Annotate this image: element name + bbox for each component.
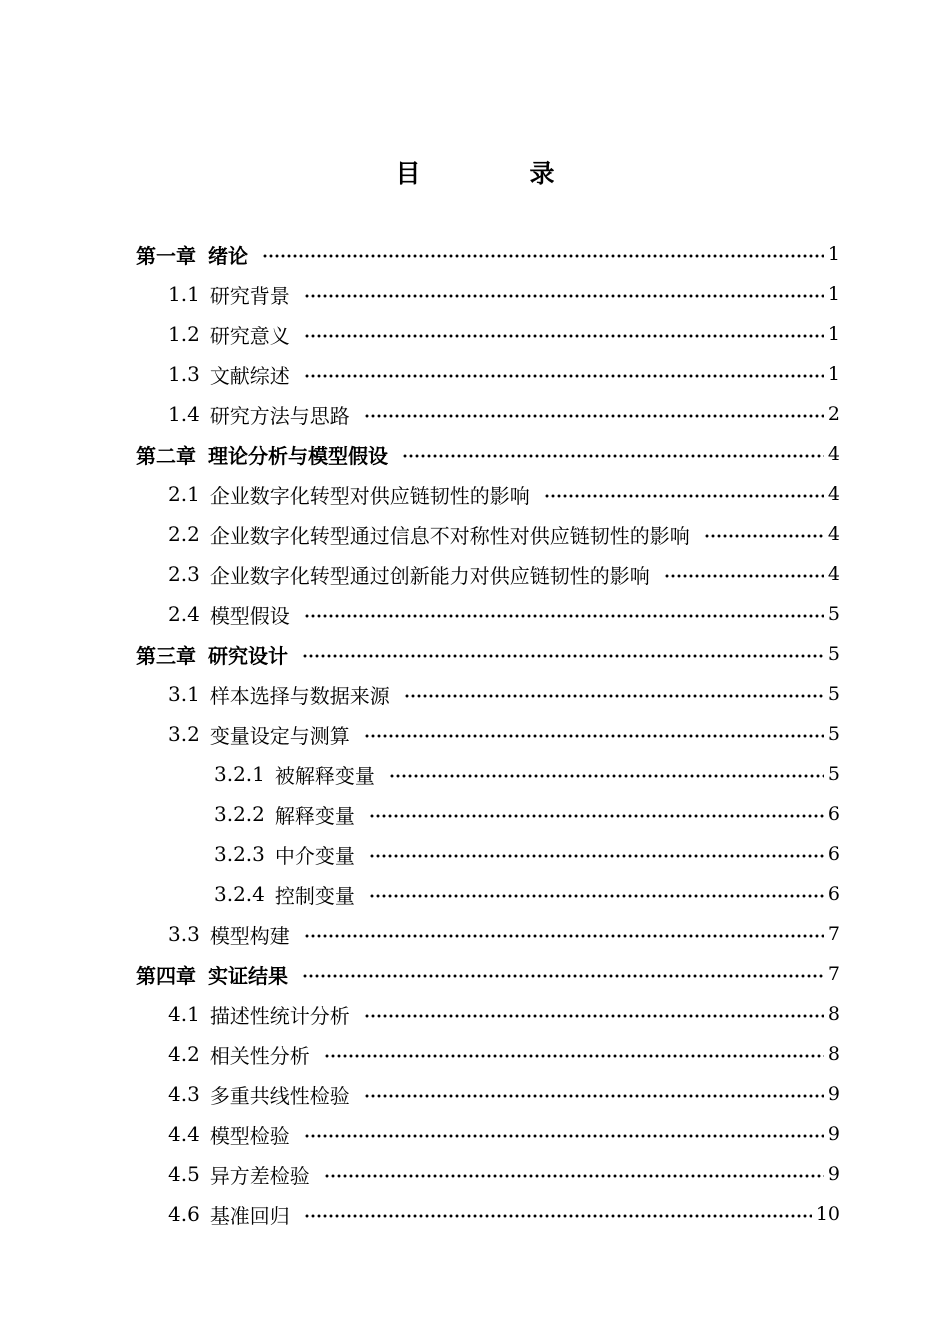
toc-entry-number: 第二章 [136,443,196,468]
toc-entry-page-number: 8 [827,1003,840,1025]
toc-entry[interactable] [168,1034,840,1074]
toc-dot-leader [324,1174,824,1178]
toc-entry-label: 企业数字化转型对供应链韧性的影响 [209,483,530,508]
toc-dot-leader [302,654,824,658]
toc-dot-leader [664,574,824,578]
toc-entry-number: 3.2.2 [214,802,265,826]
toc-dot-leader [364,414,824,418]
toc-entry-page-number: 6 [827,803,840,825]
toc-entry[interactable] [168,594,840,634]
toc-entry-label: 控制变量 [274,883,355,908]
toc-entry-page-number: 10 [815,1203,840,1225]
toc-dot-leader [389,774,824,778]
toc-entry-label: 基准回归 [209,1203,290,1228]
toc-chapter-entry[interactable] [136,234,840,274]
toc-entry-label: 解释变量 [274,803,355,828]
toc-entry-label: 中介变量 [274,843,355,868]
toc-dot-leader [262,254,824,258]
toc-entry-page-number: 5 [827,683,840,705]
toc-entry-number: 1.4 [168,402,200,426]
toc-entry-page-number: 5 [827,763,840,785]
toc-entry-number: 3.2.3 [214,842,265,866]
toc-entry-page-number: 1 [827,323,840,345]
toc-entry[interactable] [214,754,840,794]
toc-entry-number: 1.3 [168,362,200,386]
toc-entry-label: 多重共线性检验 [209,1083,350,1108]
toc-entry[interactable] [168,994,840,1034]
toc-entry[interactable] [214,874,840,914]
toc-chapter-entry[interactable] [136,954,840,994]
toc-entry-label: 理论分析与模型假设 [208,443,388,468]
toc-dot-leader [704,534,824,538]
toc-dot-leader [324,1054,824,1058]
toc-entry-number: 第一章 [136,243,196,268]
toc-entry-number: 4.6 [168,1202,200,1226]
toc-dot-leader [404,694,824,698]
toc-entry-label: 被解释变量 [274,763,375,788]
toc-dot-leader [364,734,824,738]
toc-entry-label: 变量设定与测算 [209,723,350,748]
toc-entry-label: 相关性分析 [209,1043,310,1068]
toc-entry[interactable] [168,514,840,554]
toc-dot-leader [544,494,824,498]
toc-entry-number: 第四章 [136,963,196,988]
toc-entry-page-number: 9 [827,1123,840,1145]
toc-dot-leader [304,934,824,938]
toc-entry[interactable] [168,1194,840,1234]
toc-entry-number: 2.2 [168,522,200,546]
toc-entry-label: 企业数字化转型通过信息不对称性对供应链韧性的影响 [209,523,690,548]
toc-entry-label: 研究设计 [208,643,288,668]
toc-dot-leader [304,614,824,618]
toc-entry-number: 2.1 [168,482,200,506]
toc-entry-number: 4.4 [168,1122,200,1146]
toc-entry-label: 研究方法与思路 [209,403,350,428]
toc-dot-leader [364,1014,824,1018]
toc-entry[interactable] [168,1154,840,1194]
toc-dot-leader [304,294,824,298]
toc-entry-label: 描述性统计分析 [209,1003,350,1028]
page-title: 目 录 [395,159,597,188]
toc-entry-label: 样本选择与数据来源 [209,683,390,708]
toc-entry-page-number: 2 [827,403,840,425]
toc-entry-page-number: 4 [827,563,840,585]
toc-entry[interactable] [168,714,840,754]
toc-entry-page-number: 4 [827,483,840,505]
toc-entry-page-number: 5 [827,723,840,745]
toc-entry[interactable] [168,1114,840,1154]
toc-entry-number: 3.2.1 [214,762,265,786]
toc-entry[interactable] [168,674,840,714]
toc-entry-label: 模型检验 [209,1123,290,1148]
toc-entry-number: 第三章 [136,643,196,668]
toc-entry-page-number: 7 [827,923,840,945]
toc-entry-page-number: 5 [827,643,840,665]
toc-dot-leader [304,1214,812,1218]
toc-chapter-entry[interactable] [136,634,840,674]
toc-entry-number: 4.1 [168,1002,200,1026]
toc-entry-label: 文献综述 [209,363,290,388]
toc-entry[interactable] [214,834,840,874]
toc-entry[interactable] [168,314,840,354]
toc-entry[interactable] [168,354,840,394]
toc-entry-label: 企业数字化转型通过创新能力对供应链韧性的影响 [209,563,650,588]
toc-entry-number: 4.5 [168,1162,200,1186]
toc-entry-label: 研究背景 [209,283,290,308]
toc-entry-page-number: 9 [827,1163,840,1185]
toc-entry-page-number: 4 [827,523,840,545]
toc-dot-leader [369,894,824,898]
toc-entry-page-number: 5 [827,603,840,625]
toc-entry-number: 4.2 [168,1042,200,1066]
toc-entry-page-number: 8 [827,1043,840,1065]
toc-entry-label: 异方差检验 [209,1163,310,1188]
toc-entry-page-number: 1 [827,243,840,265]
toc-entry-label: 模型构建 [209,923,290,948]
toc-dot-leader [364,1094,824,1098]
toc-entry-page-number: 6 [827,883,840,905]
toc-entry-number: 1.2 [168,322,200,346]
toc-dot-leader [369,814,824,818]
toc-dot-leader [304,374,824,378]
toc-entry-label: 绪论 [208,243,248,268]
toc-entry[interactable] [168,394,840,434]
toc-dot-leader [304,334,824,338]
toc-entry[interactable] [168,274,840,314]
toc-entry-page-number: 7 [827,963,840,985]
toc-dot-leader [304,1134,824,1138]
toc-dot-leader [402,454,824,458]
toc-dot-leader [369,854,824,858]
toc-entry-label: 研究意义 [209,323,290,348]
toc-entry-label: 实证结果 [208,963,288,988]
toc-entry-label: 模型假设 [209,603,290,628]
toc-entry[interactable] [214,794,840,834]
toc-entry-number: 2.4 [168,602,200,626]
toc-entry-number: 3.2 [168,722,200,746]
toc-entry-number: 3.3 [168,922,200,946]
toc-chapter-entry[interactable] [136,434,840,474]
toc-entry[interactable] [168,1074,840,1114]
toc-entry-page-number: 4 [827,443,840,465]
toc-dot-leader [302,974,824,978]
toc-entry-number: 3.2.4 [214,882,265,906]
toc-entry[interactable] [168,914,840,954]
toc-entry-number: 4.3 [168,1082,200,1106]
toc-entry-number: 3.1 [168,682,200,706]
toc-entry-number: 1.1 [168,282,200,306]
toc-entry[interactable] [168,474,840,514]
toc-entry-page-number: 1 [827,363,840,385]
toc-entry-page-number: 9 [827,1083,840,1105]
toc-entry-number: 2.3 [168,562,200,586]
toc-entry-page-number: 6 [827,843,840,865]
toc-entry[interactable] [168,554,840,594]
toc-entry-page-number: 1 [827,283,840,305]
